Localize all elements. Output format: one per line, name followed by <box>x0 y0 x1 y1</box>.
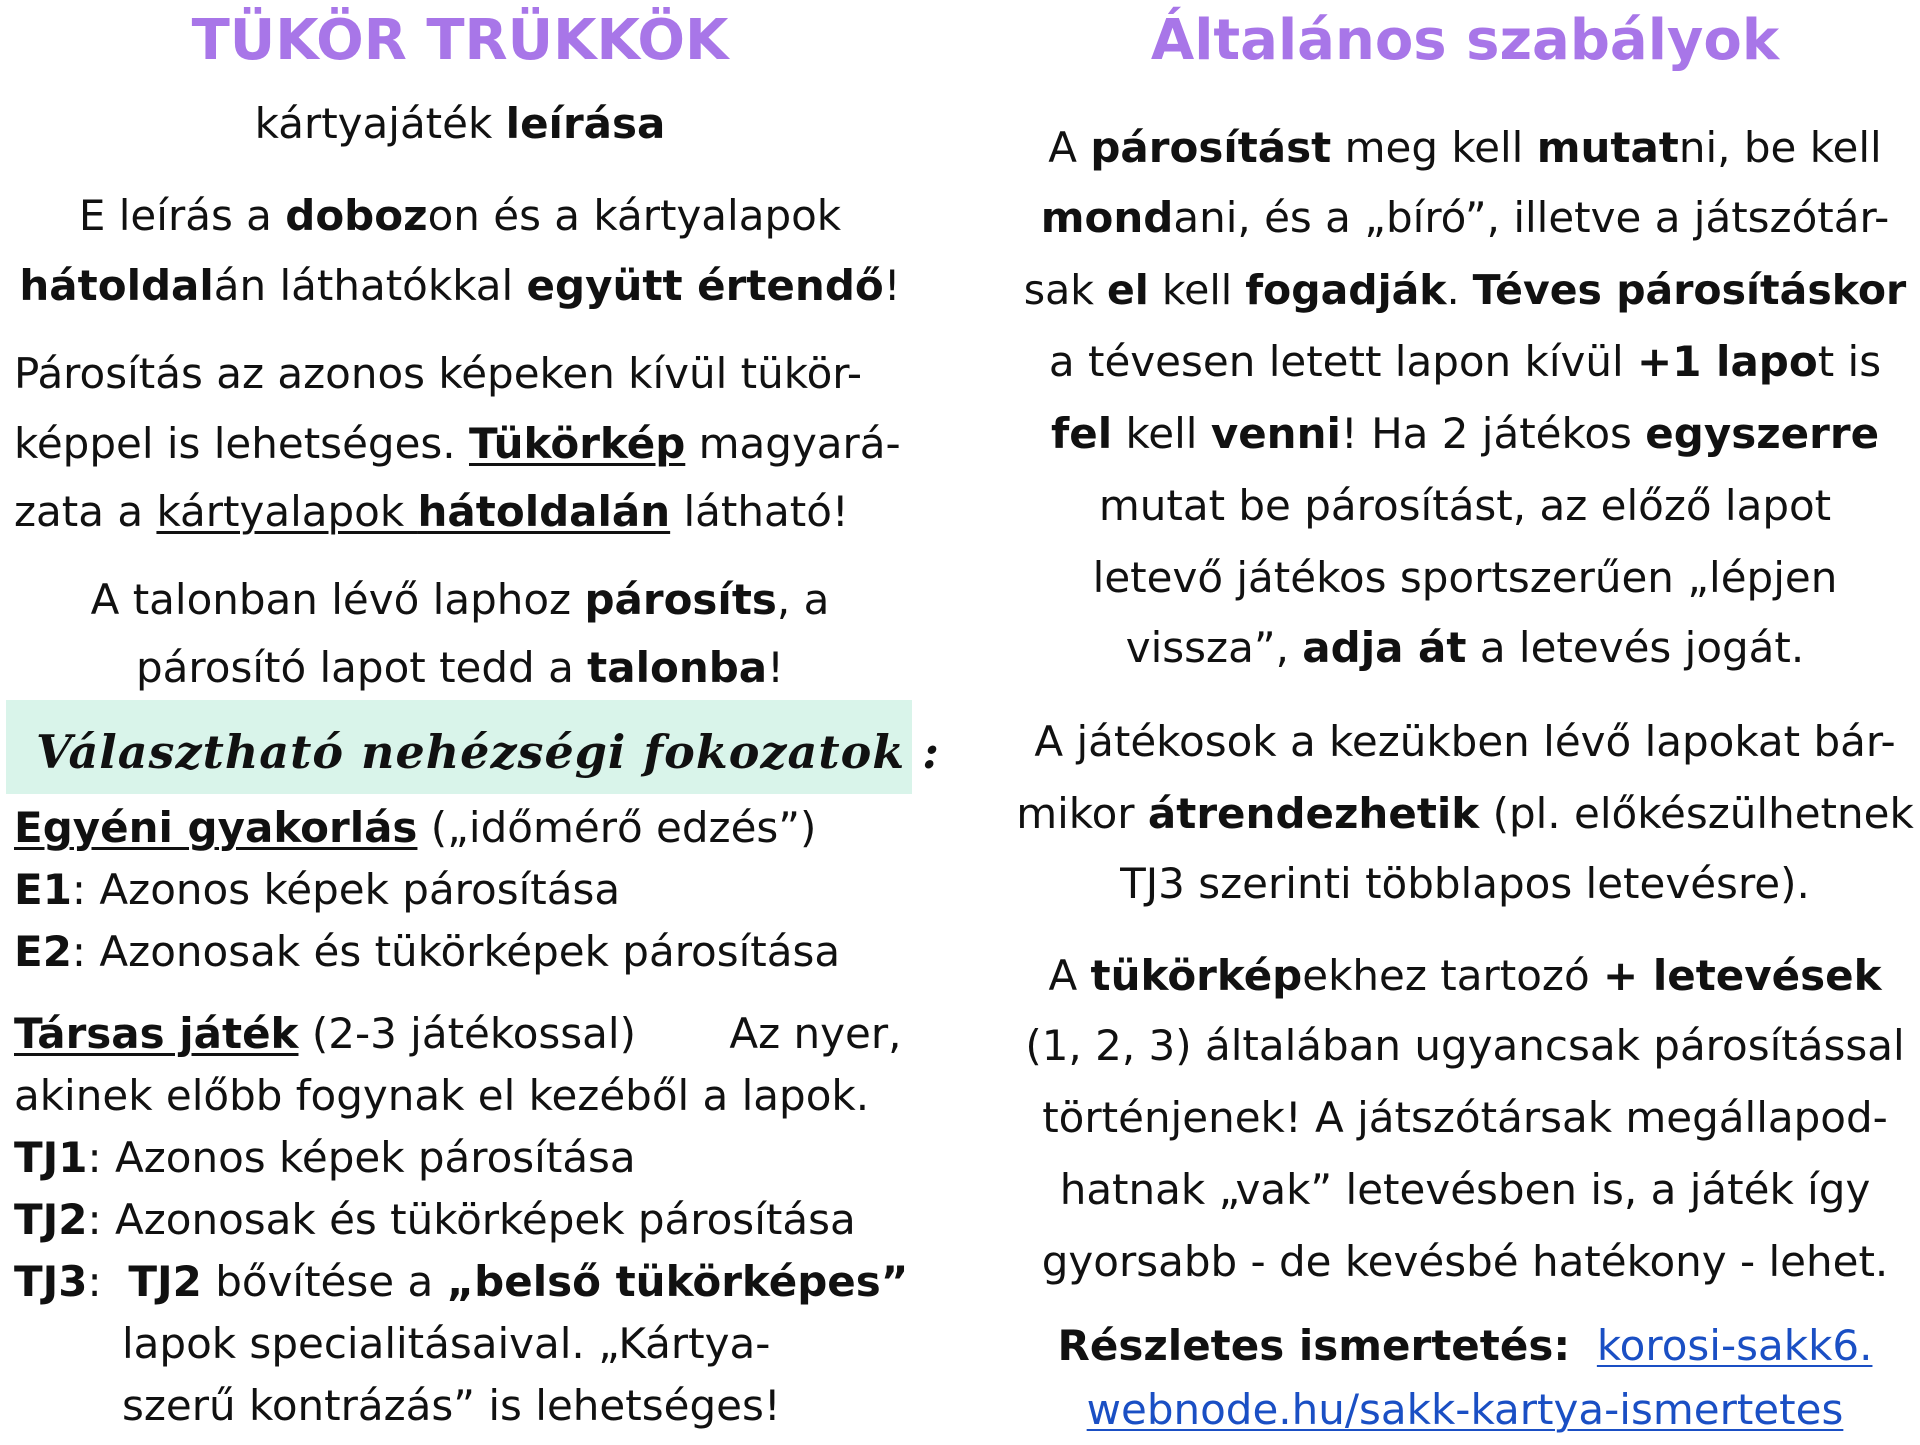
level-e2: E2: Azonosak és tükörképek párosítása <box>14 927 841 976</box>
rules-line-8: vissza”, adja át a letevés jogát. <box>1125 623 1805 672</box>
mirror-rule-line-1: A tükörképekhez tartozó + letevések <box>1048 951 1882 1000</box>
details-line-2 <box>1010 1382 1920 1438</box>
level-e1: E1: Azonos képek párosítása <box>14 865 621 914</box>
reorder-line-3: TJ3 szerinti többlapos letevésre). <box>1120 859 1810 908</box>
rules-line-4: a tévesen letett lapon kívül +1 lapot is <box>1048 337 1882 386</box>
difficulty-heading: Választható nehézségi fokozatok : <box>36 725 941 779</box>
social-heading: Társas játék (2-3 játékossal) Az nyer, <box>14 1009 902 1058</box>
subtitle: kártyajáték leírása <box>254 99 666 148</box>
mirror-line-3: zata a kártyalapok hátoldalán látható! <box>14 487 849 536</box>
details-line-1 <box>1010 1318 1920 1374</box>
rules-line-3: sak el kell fogadják. Téves párosításkor <box>1023 266 1907 314</box>
solo-heading: Egyéni gyakorlás („időmérő edzés”) <box>14 803 817 852</box>
intro-line-2: hátoldalán láthatókkal együtt értendő! <box>19 261 901 310</box>
left-title: TÜKÖR TRÜKKÖK <box>191 8 729 73</box>
reorder-line-2: mikor átrendezhetik (pl. előkészülhetnek <box>1016 789 1914 838</box>
level-tj1: TJ1: Azonos képek párosítása <box>14 1133 636 1182</box>
mirror-rule-line-4: hatnak „vak” letevésben is, a játék így <box>1059 1165 1871 1214</box>
mirror-rule-line-3: történjenek! A játszótársak megállapod- <box>1042 1093 1888 1142</box>
social-line-2: akinek előbb fogynak el kezéből a lapok. <box>14 1071 870 1120</box>
level-tj3-line-3: szerű kontrázás” is lehetséges! <box>122 1381 781 1430</box>
talon-line-1: A talonban lévő laphoz párosíts, a <box>90 575 830 624</box>
reorder-line-1: A játékosok a kezükben lévő lapokat bár- <box>1034 717 1896 766</box>
mirror-rule-line-5: gyorsabb - de kevésbé hatékony - lehet. <box>1041 1237 1889 1286</box>
rules-line-6: mutat be párosítást, az előző lapot <box>1098 481 1832 530</box>
rules-line-2: mondani, és a „bíró”, illetve a játszótár- <box>1040 193 1890 242</box>
details-link-part-1[interactable]: korosi-sakk6. <box>1596 1321 1873 1370</box>
mirror-line-2: képpel is lehetséges. Tükörkép magyará- <box>14 419 901 468</box>
talon-line-2: párosító lapot tedd a talonba! <box>136 643 784 692</box>
rules-line-7: letevő játékos sportszerűen „lépjen <box>1092 553 1838 602</box>
right-title: Általános szabályok <box>1150 8 1780 73</box>
mirror-line-1: Párosítás az azonos képeken kívül tükör- <box>14 349 862 398</box>
level-tj3-line-2: lapok specialitásaival. „Kártya- <box>122 1319 771 1368</box>
rules-line-1: A párosítást meg kell mutatni, be kell <box>1048 123 1882 172</box>
level-tj2: TJ2: Azonosak és tükörképek párosítása <box>14 1195 856 1244</box>
details-link-part-2[interactable]: webnode.hu/sakk-kartya-ismertetes <box>1086 1385 1844 1434</box>
level-tj3: TJ3: TJ2 bővítése a „belső tükörképes” <box>14 1257 909 1306</box>
rules-line-5: fel kell venni! Ha 2 játékos egyszerre <box>1050 409 1880 458</box>
mirror-rule-line-2: (1, 2, 3) általában ugyancsak párosítással <box>1025 1021 1905 1070</box>
details-label: Részletes ismertetés: <box>1057 1321 1571 1370</box>
intro-line-1: E leírás a dobozon és a kártyalapok <box>78 191 842 240</box>
